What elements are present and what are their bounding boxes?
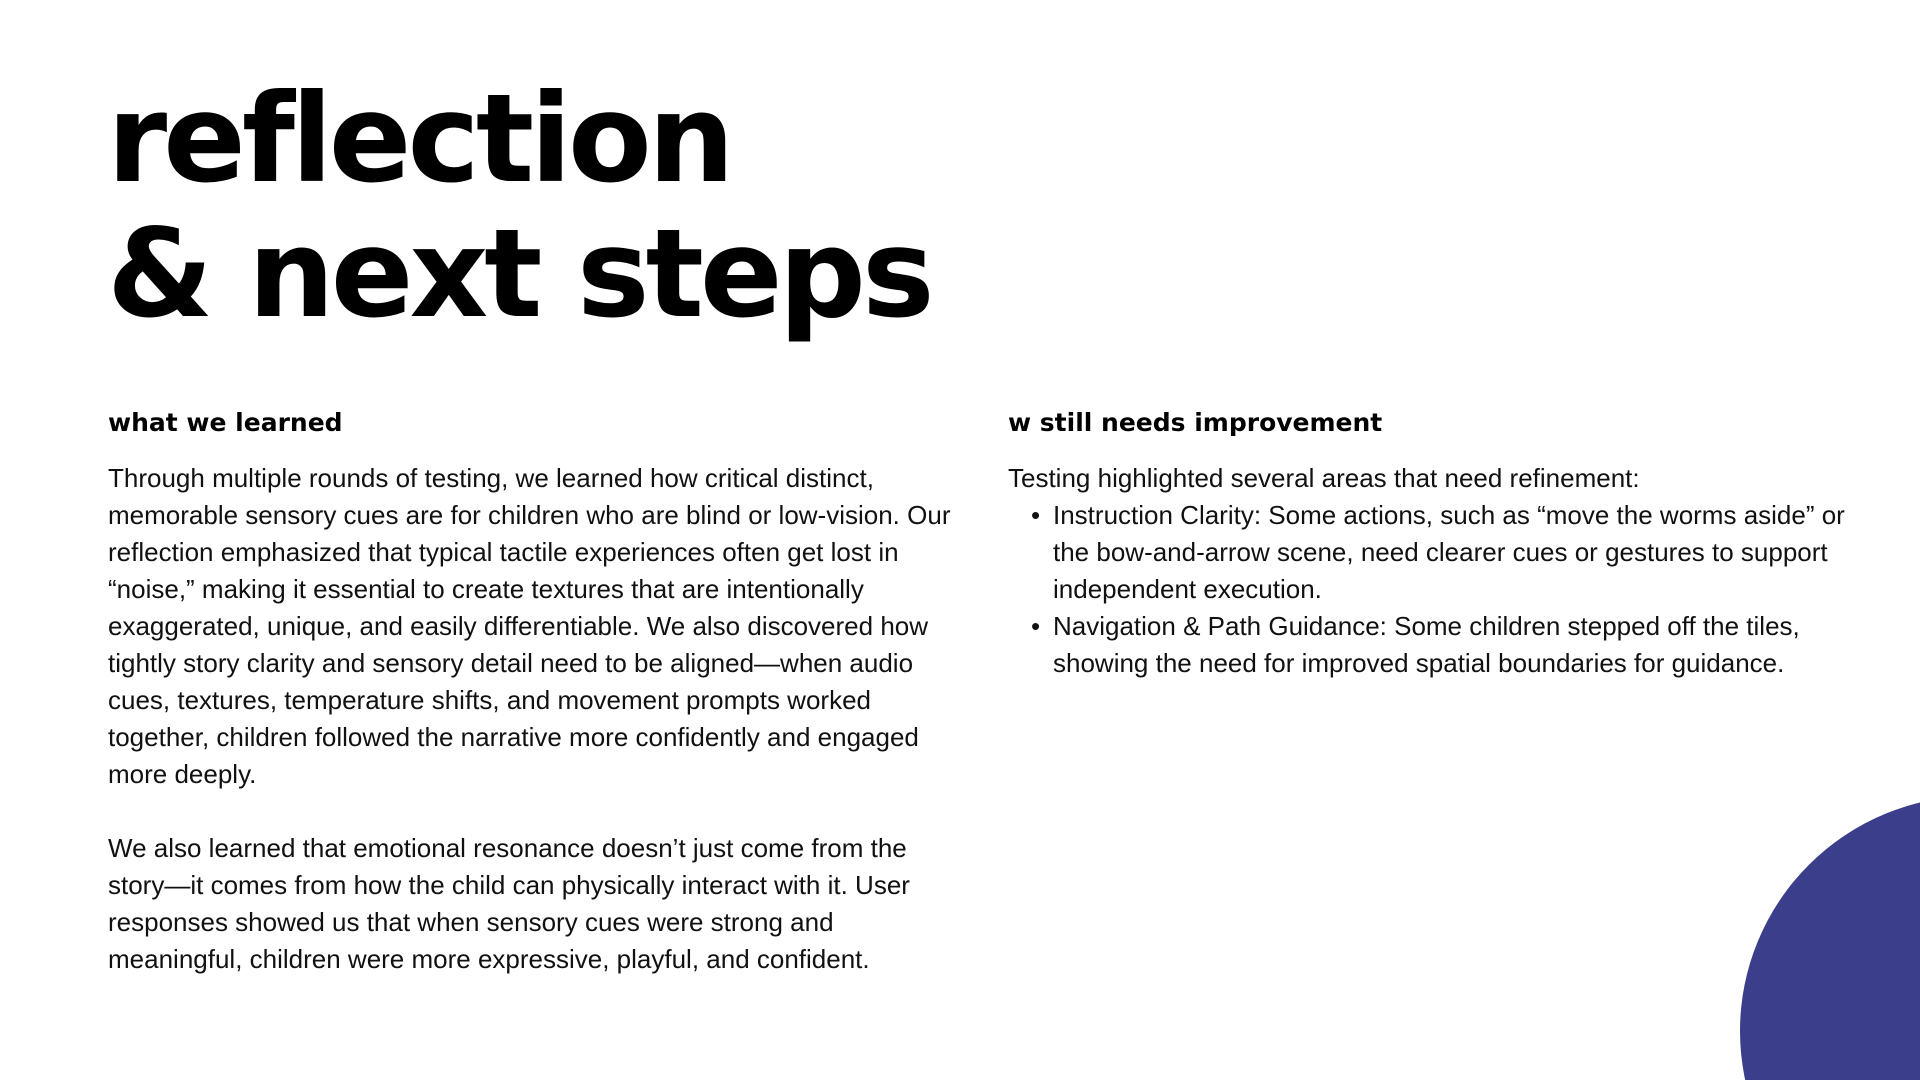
learned-paragraph-2: We also learned that emotional resonance doesn’t just come from the story—it comes from how the child can physically interact with it. User responses showed us that when sensory cues were strong and meaningful, children were more expressive, playful, and confident.: [108, 833, 910, 974]
bullet-icon: •: [1031, 500, 1041, 530]
learned-paragraph-1: Through multiple rounds of testing, we learned how critical distinct, memorable sensory cues are for children who are blind or low-vision. Our reflection emphasized that typical tactile experiences often get lost in “noise,” making it essential to create textures that are intentionally exaggerated, unique, and easily differentiable. We also discovered how tightly story clarity and sensory detail need to be aligned—when audio cues, textures, temperature shifts, and movement prompts worked together, children followed the narrative more confidently and engaged more deeply.: [108, 463, 951, 789]
list-item-text: Navigation & Path Guidance: Some children stepped off the tiles, showing the need for improved spatial boundaries for guidance.: [1053, 611, 1800, 678]
needs-improvement-section: [1008, 408, 1868, 682]
list-item: [1008, 608, 1868, 682]
bullet-icon: •: [1031, 611, 1041, 641]
section-heading-improvement: w still needs improvement: [1008, 408, 1383, 437]
decorative-circle: [1740, 796, 1920, 1080]
page-title: [107, 68, 931, 345]
title-line-1: reflection: [107, 68, 731, 210]
improvement-intro: Testing highlighted several areas that need refinement:: [1008, 463, 1640, 493]
improvement-list: [1008, 497, 1868, 682]
list-item-text: Instruction Clarity: Some actions, such as “move the worms aside” or the bow-and-arrow scene, need clearer cues or gestures to support independent execution.: [1053, 500, 1845, 604]
title-line-2: & next steps: [107, 203, 931, 345]
what-we-learned-section: [108, 408, 968, 978]
list-item: [1008, 497, 1868, 608]
section-heading-learned: what we learned: [108, 408, 343, 437]
